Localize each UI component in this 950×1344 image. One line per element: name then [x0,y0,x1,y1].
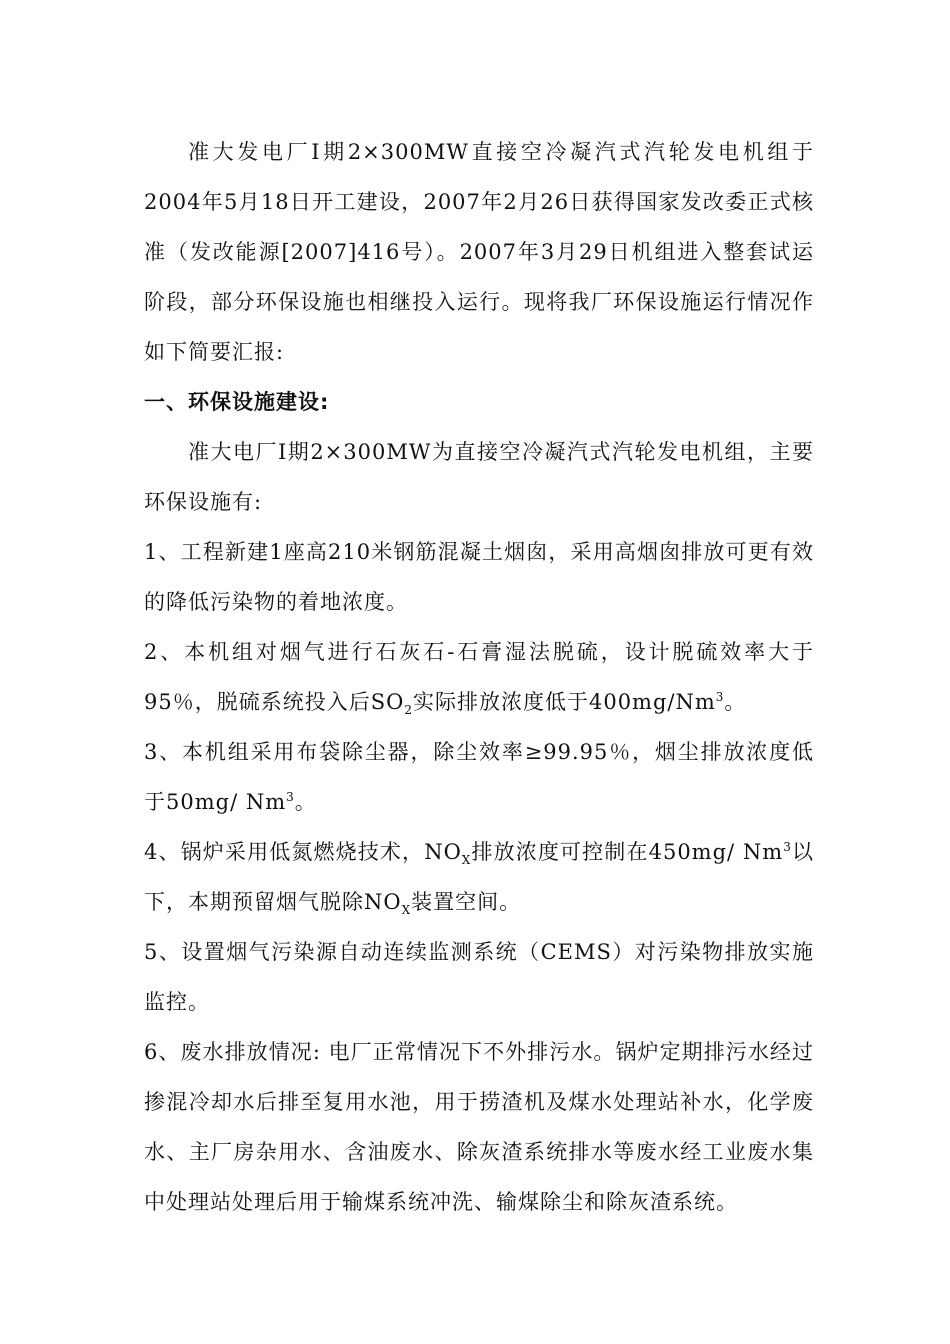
document-body [144,127,814,1227]
item-2-text-c: 。 [724,690,747,714]
item-1-paragraph: 1、工程新建1座高210米钢筋混凝土烟囱，采用高烟囱排放可更有效的降低污染物的着地浓度。 [144,540,814,614]
section-summary-paragraph: 准大电厂Ⅰ期2×300MW为直接空冷凝汽式汽轮发电机组，主要环保设施有: [144,440,814,514]
item-4-text-a: 4、锅炉采用低氮燃烧技术，NO [144,840,462,864]
item-4-text-c: 以下，本期预留烟气脱除NO [144,840,814,914]
nm3-superscript: 3 [783,840,792,854]
intro-paragraph: 准大发电厂Ⅰ期2×300MW直接空冷凝汽式汽轮发电机组于2004年5月18日开工建设，2007年2月26日获得国家发改委正式核准（发改能源[2007]416号）。2007年3月29日机组进入整套试运阶段，部分环保设施也相继投入运行。现将我厂环保设施运行情况作如下简要汇报: [144,140,814,364]
nox-subscript: X [461,853,472,868]
item-5-paragraph: 5、设置烟气污染源自动连续监测系统（CEMS）对污染物排放实施监控。 [144,940,814,1014]
item-3-paragraph [144,727,814,827]
nm3-superscript: 3 [286,790,295,804]
item-3-text-b: 。 [294,790,317,814]
item-6-paragraph: 6、废水排放情况: 电厂正常情况下不外排污水。锅炉定期排污水经过掺混冷却水后排至复用水池，用于捞渣机及煤水处理站补水，化学废水、主厂房杂用水、含油废水、除灰渣系统排水等废水经工业废水集中处理站处理后用于输煤系统冲洗、输煤除尘和除灰渣系统。 [144,1040,814,1214]
item-2-text-a: 2、本机组对烟气进行石灰石-石膏湿法脱硫，设计脱硫效率大于95％，脱硫系统投入后SO [144,640,814,714]
item-2-text-b: 实际排放浓度低于400mg/Nm [412,690,716,714]
item-3-text-a: 3、本机组采用布袋除尘器，除尘效率≥99.95％，烟尘排放浓度低于50mg/ Nm [144,740,814,814]
nox-subscript: X [401,903,412,918]
item-4-text-b: 排放浓度可控制在450mg/ Nm [471,840,784,864]
so2-subscript: 2 [404,703,413,718]
item-2-paragraph [144,627,814,727]
item-4-text-d: 装置空间。 [411,890,522,914]
item-4-paragraph [144,827,814,927]
section-heading: 一、环保设施建设: [144,390,330,414]
nm3-superscript: 3 [715,690,725,704]
